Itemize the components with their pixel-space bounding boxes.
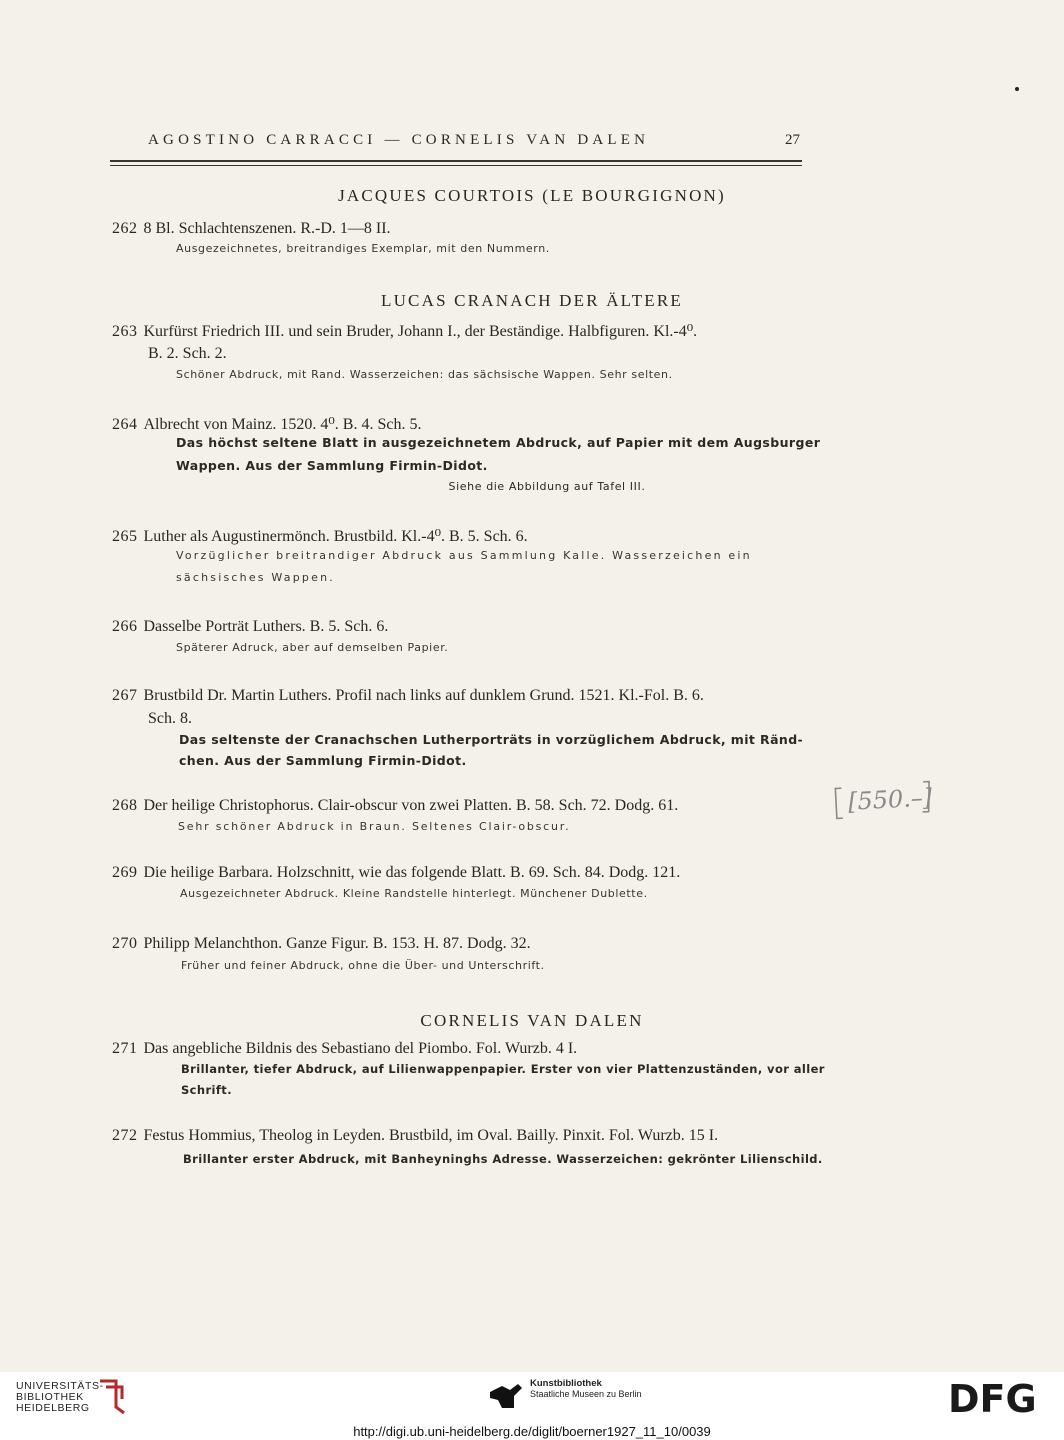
dfg-logo — [948, 1378, 1052, 1423]
lot-title: Der heilige Christophorus. Clair-obscur von zwei Platten. B. 58. Sch. 72. Dodg. 61. — [143, 797, 679, 814]
lot-number: 271 — [112, 1040, 138, 1057]
lot-note-continued: sächsisches Wappen. — [176, 571, 335, 584]
lot-number: 264 — [112, 416, 138, 433]
lot-note: Späterer Adruck, aber auf demselben Papier. — [176, 641, 449, 654]
lot-title-continued: B. 2. Sch. 2. — [148, 345, 227, 362]
ub-heidelberg-logo-icon — [96, 1377, 128, 1422]
lot-note-continued: chen. Aus der Sammlung Firmin-Didot. — [179, 753, 467, 768]
lot-number: 268 — [112, 797, 138, 814]
ub-heidelberg-name — [16, 1381, 104, 1414]
running-header — [148, 132, 800, 154]
handwritten-price-annotation — [827, 775, 939, 825]
lot-number: 265 — [112, 528, 138, 545]
lot-title: Dasselbe Porträt Luthers. B. 5. Sch. 6. — [143, 618, 389, 635]
lot-note: Das höchst seltene Blatt in ausgezeichnetem Abdruck, auf Papier mit dem Augsburger — [176, 435, 821, 450]
dfg-logo-text: DFG — [948, 1378, 1037, 1418]
entry-265 — [112, 526, 528, 547]
lot-number: 270 — [112, 935, 138, 952]
section-heading-dalen: CORNELIS VAN DALEN — [420, 1011, 644, 1030]
lot-number: 263 — [112, 323, 138, 340]
lot-note: Schöner Abdruck, mit Rand. Wasserzeichen: das sächsische Wappen. Sehr selten. — [176, 368, 673, 381]
entry-272 — [112, 1125, 718, 1146]
entry-269 — [112, 862, 680, 883]
entry-266 — [112, 616, 388, 637]
ub-line-1: UNIVERSITÄTS- — [16, 1380, 104, 1392]
entry-270 — [112, 933, 531, 954]
lot-title: Festus Hommius, Theolog in Leyden. Brustbild, im Oval. Bailly. Pinxit. Fol. Wurzb. 15 I. — [143, 1127, 719, 1144]
lot-title: Kurfürst Friedrich III. und sein Bruder, Johann I., der Beständige. Halbfiguren. Kl.-4⁰. — [143, 323, 698, 340]
lot-number: 269 — [112, 864, 138, 881]
lot-number: 266 — [112, 618, 138, 635]
pencil-mark-icon — [827, 775, 939, 825]
lot-title: Philipp Melanchthon. Ganze Figur. B. 153. H. 87. Dodg. 32. — [143, 935, 531, 952]
ink-speck — [1015, 87, 1019, 91]
lot-note-continued: Schrift. — [181, 1083, 232, 1097]
lot-note: Früher und feiner Abdruck, ohne die Über- und Unterschrift. — [181, 959, 545, 972]
kunstbibliothek-name — [530, 1378, 642, 1400]
lot-note: Ausgezeichneter Abdruck. Kleine Randstelle hinterlegt. Münchener Dublette. — [180, 887, 648, 900]
header-rule — [110, 160, 802, 162]
lot-title-continued: Sch. 8. — [148, 710, 192, 727]
lot-title: Die heilige Barbara. Holzschnitt, wie das folgende Blatt. B. 69. Sch. 84. Dodg. 121. — [143, 864, 681, 881]
lot-note: Brillanter erster Abdruck, mit Banheyninghs Adresse. Wasserzeichen: gekrönter Lilienschild. — [183, 1152, 823, 1166]
entry-262 — [112, 218, 391, 239]
kb-title: Kunstbibliothek — [530, 1378, 602, 1389]
lot-title: 8 Bl. Schlachtenszenen. R.-D. 1—8 II. — [143, 220, 391, 237]
entry-271 — [112, 1038, 577, 1059]
entry-263 — [112, 321, 697, 342]
lot-title: Brustbild Dr. Martin Luthers. Profil nach links auf dunklem Grund. 1521. Kl.-Fol. B. 6. — [143, 687, 704, 704]
lot-note-continued: Wappen. Aus der Sammlung Firmin-Didot. — [176, 458, 488, 473]
lot-number: 262 — [112, 220, 138, 237]
lot-number: 272 — [112, 1127, 138, 1144]
page-number: 27 — [785, 132, 800, 148]
lot-note: Vorzüglicher breitrandiger Abdruck aus Sammlung Kalle. Wasserzeichen ein — [176, 549, 752, 562]
lot-note: Sehr schöner Abdruck in Braun. Seltenes Clair-obscur. — [178, 820, 571, 833]
ub-line-3: HEIDELBERG — [16, 1402, 90, 1414]
lot-note: Ausgezeichnetes, breitrandiges Exemplar, mit den Nummern. — [176, 242, 550, 255]
kunstbibliothek-logo-icon — [488, 1378, 524, 1417]
entry-268 — [112, 795, 678, 816]
header-rule-thin — [110, 165, 802, 166]
kb-subtitle: Staatliche Museen zu Berlin — [530, 1389, 642, 1399]
handwritten-price: [550.–] — [847, 783, 933, 816]
plate-reference: Siehe die Abbildung auf Tafel III. — [448, 480, 646, 493]
header-title: AGOSTINO CARRACCI — CORNELIS VAN DALEN — [148, 132, 650, 148]
lot-note: Das seltenste der Cranachschen Lutherporträts in vorzüglichem Abdruck, mit Ränd- — [179, 732, 804, 747]
permalink-url[interactable]: http://digi.ub.uni-heidelberg.de/diglit/boerner1927_11_10/0039 — [353, 1424, 711, 1439]
lot-title: Das angebliche Bildnis des Sebastiano del Piombo. Fol. Wurzb. 4 I. — [143, 1040, 578, 1057]
ub-line-2: BIBLIOTHEK — [16, 1391, 84, 1403]
lot-note: Brillanter, tiefer Abdruck, auf Lilienwappenpapier. Erster von vier Plattenzuständen, vor aller — [181, 1062, 825, 1076]
lot-title: Luther als Augustinermönch. Brustbild. Kl.-4⁰. B. 5. Sch. 6. — [143, 528, 528, 545]
section-heading-courtois: JACQUES COURTOIS (LE BOURGIGNON) — [338, 186, 726, 205]
lot-title: Albrecht von Mainz. 1520. 4⁰. B. 4. Sch. 5. — [143, 416, 422, 433]
entry-264 — [112, 414, 421, 435]
lot-number: 267 — [112, 687, 138, 704]
entry-267 — [112, 685, 704, 706]
section-heading-cranach: LUCAS CRANACH DER ÄLTERE — [381, 291, 683, 310]
